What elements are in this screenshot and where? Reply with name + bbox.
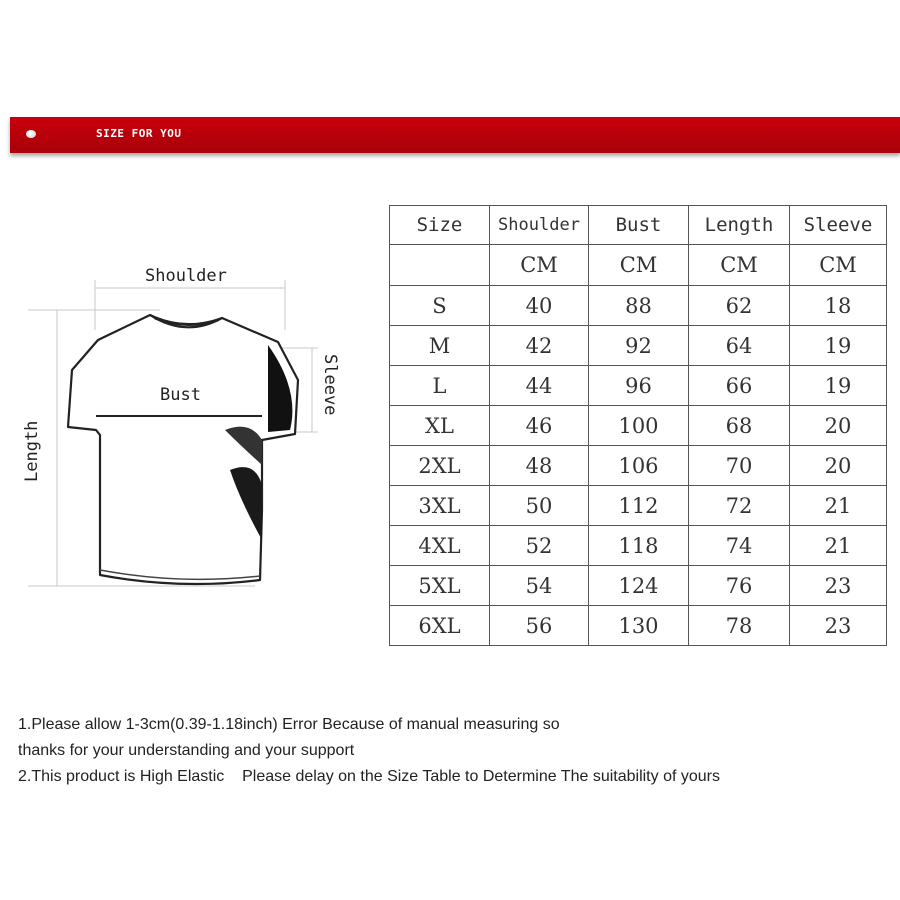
unit-cell: CM (689, 245, 790, 286)
size-cell: 5XL (390, 566, 490, 606)
length-cell: 74 (689, 526, 790, 566)
note-line: 1.Please allow 1-3cm(0.39-1.18inch) Error Because of manual measuring so (18, 716, 560, 733)
unit-cell: CM (490, 245, 589, 286)
sleeve-cell: 23 (790, 566, 887, 606)
table-row (390, 366, 887, 406)
sleeve-cell: 20 (790, 446, 887, 486)
shoulder-cell: 56 (490, 606, 589, 646)
shoulder-cell: 46 (490, 406, 589, 446)
bust-label: Bust (160, 385, 201, 405)
shoulder-cell: 50 (490, 486, 589, 526)
table-row (390, 566, 887, 606)
length-label: Length (22, 420, 42, 482)
note-line: 2.This product is High Elastic Please delay on the Size Table to Determine The suitability of yours (18, 768, 720, 785)
shoulder-cell: 44 (490, 366, 589, 406)
shoulder-cell: 54 (490, 566, 589, 606)
shoulder-cell: 48 (490, 446, 589, 486)
notes (18, 712, 720, 790)
length-cell: 62 (689, 286, 790, 326)
bust-cell: 100 (589, 406, 689, 446)
header-sleeve: Sleeve (790, 206, 887, 245)
header-size: Size (390, 206, 490, 245)
bust-cell: 92 (589, 326, 689, 366)
size-chart-table (389, 205, 887, 646)
size-cell: XL (390, 406, 490, 446)
size-cell: M (390, 326, 490, 366)
bust-cell: 118 (589, 526, 689, 566)
unit-cell: CM (790, 245, 887, 286)
table-row (390, 326, 887, 366)
table-row (390, 406, 887, 446)
bust-cell: 124 (589, 566, 689, 606)
bullet-icon (26, 130, 36, 138)
size-cell: 2XL (390, 446, 490, 486)
bust-cell: 112 (589, 486, 689, 526)
shoulder-cell: 42 (490, 326, 589, 366)
table-row (390, 286, 887, 326)
table-row (390, 526, 887, 566)
sleeve-cell: 18 (790, 286, 887, 326)
header-row (390, 206, 887, 245)
sleeve-cell: 19 (790, 326, 887, 366)
sleeve-cell: 19 (790, 366, 887, 406)
shoulder-cell: 40 (490, 286, 589, 326)
length-cell: 64 (689, 326, 790, 366)
size-cell: S (390, 286, 490, 326)
size-cell: L (390, 366, 490, 406)
bust-cell: 130 (589, 606, 689, 646)
shoulder-cell: 52 (490, 526, 589, 566)
unit-cell (390, 245, 490, 286)
bust-cell: 88 (589, 286, 689, 326)
size-cell: 6XL (390, 606, 490, 646)
length-cell: 66 (689, 366, 790, 406)
bust-cell: 106 (589, 446, 689, 486)
length-cell: 68 (689, 406, 790, 446)
unit-cell: CM (589, 245, 689, 286)
header-bust: Bust (589, 206, 689, 245)
size-cell: 4XL (390, 526, 490, 566)
sleeve-cell: 20 (790, 406, 887, 446)
length-cell: 76 (689, 566, 790, 606)
size-cell: 3XL (390, 486, 490, 526)
header-shoulder: Shoulder (490, 206, 589, 245)
length-cell: 70 (689, 446, 790, 486)
note-line: thanks for your understanding and your support (18, 742, 355, 759)
sleeve-label: Sleeve (320, 354, 340, 416)
tshirt-icon (0, 250, 370, 610)
table-row (390, 486, 887, 526)
banner-title: SIZE FOR YOU (96, 127, 182, 140)
shoulder-label: Shoulder (145, 266, 227, 286)
length-cell: 78 (689, 606, 790, 646)
table-row (390, 606, 887, 646)
tshirt-measurement-diagram (0, 250, 370, 610)
length-cell: 72 (689, 486, 790, 526)
table-row (390, 446, 887, 486)
size-banner (10, 117, 900, 153)
unit-row (390, 245, 887, 286)
bust-cell: 96 (589, 366, 689, 406)
sleeve-cell: 21 (790, 486, 887, 526)
sleeve-cell: 21 (790, 526, 887, 566)
header-length: Length (689, 206, 790, 245)
sleeve-cell: 23 (790, 606, 887, 646)
